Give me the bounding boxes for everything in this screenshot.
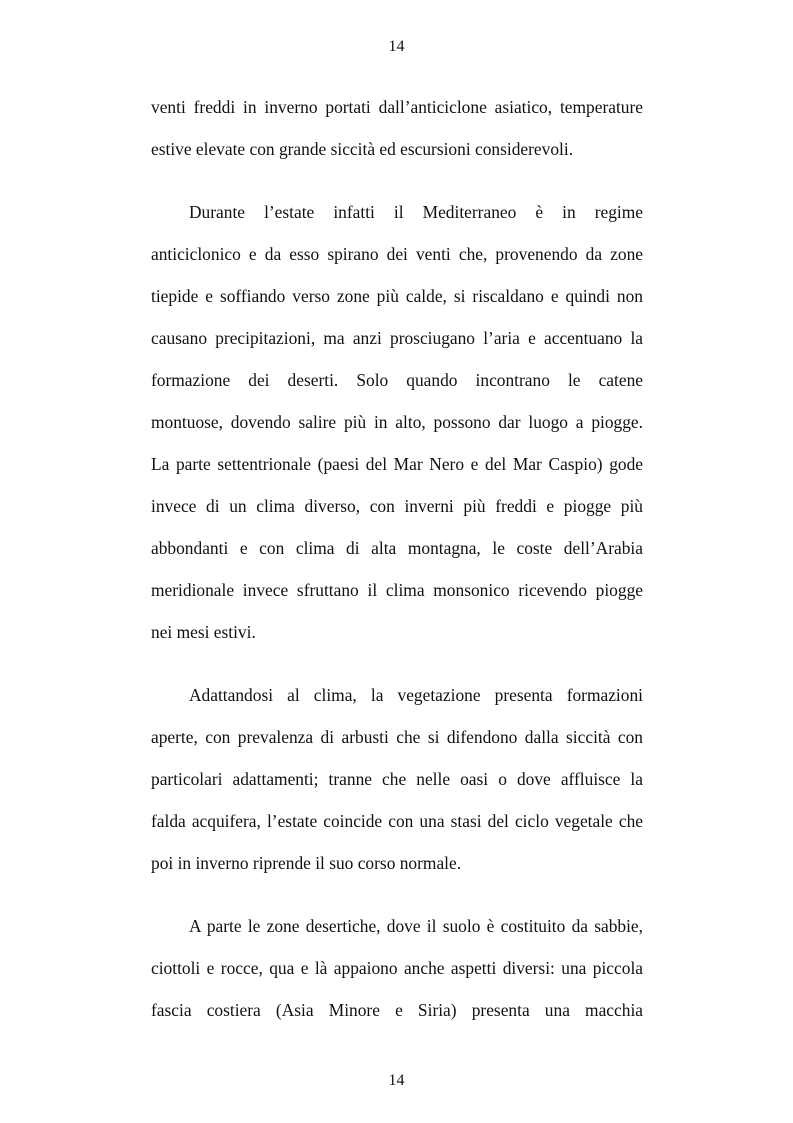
document-body [151, 86, 643, 1052]
text-line: formazione dei deserti. Solo quando incontrano le catene [151, 370, 643, 390]
text-line: Durante l’estate infatti il Mediterraneo è in regime [189, 202, 643, 222]
text-line: poi in inverno riprende il suo corso normale. [151, 853, 462, 873]
text-line: nei mesi estivi. [151, 622, 256, 642]
paragraph-3 [151, 674, 643, 884]
text-line: Adattandosi al clima, la vegetazione presenta formazioni [189, 685, 643, 705]
paragraph-2 [151, 191, 643, 653]
text-line: abbondanti e con clima di alta montagna, le coste dell’Arabia [151, 538, 643, 558]
text-line: fascia costiera (Asia Minore e Siria) presenta una macchia [151, 1000, 643, 1020]
text-line: A parte le zone desertiche, dove il suolo è costituito da sabbie, [189, 916, 643, 936]
text-line: particolari adattamenti; tranne che nelle oasi o dove affluisce la [151, 769, 643, 789]
text-line: estive elevate con grande siccità ed escursioni considerevoli. [151, 139, 574, 159]
text-line: La parte settentrionale (paesi del Mar Nero e del Mar Caspio) gode [151, 454, 643, 474]
text-line: falda acquifera, l’estate coincide con una stasi del ciclo vegetale che [151, 811, 643, 831]
page-number-top: 14 [388, 38, 405, 55]
text-line: causano precipitazioni, ma anzi prosciugano l’aria e accentuano la [151, 328, 643, 348]
paragraph-1 [151, 86, 643, 170]
text-line: venti freddi in inverno portati dall’anticiclone asiatico, temperature [151, 97, 643, 117]
paragraph-4 [151, 905, 643, 1031]
text-line: aperte, con prevalenza di arbusti che si difendono dalla siccità con [151, 727, 643, 747]
text-line: montuose, dovendo salire più in alto, possono dar luogo a piogge. [151, 412, 643, 432]
text-line: meridionale invece sfruttano il clima monsonico ricevendo piogge [151, 580, 643, 600]
page-number-bottom: 14 [388, 1072, 405, 1089]
text-line: ciottoli e rocce, qua e là appaiono anche aspetti diversi: una piccola [151, 958, 643, 978]
text-line: invece di un clima diverso, con inverni più freddi e piogge più [151, 496, 643, 516]
text-line: tiepide e soffiando verso zone più calde, si riscaldano e quindi non [151, 286, 643, 306]
text-line: anticiclonico e da esso spirano dei venti che, provenendo da zone [151, 244, 643, 264]
